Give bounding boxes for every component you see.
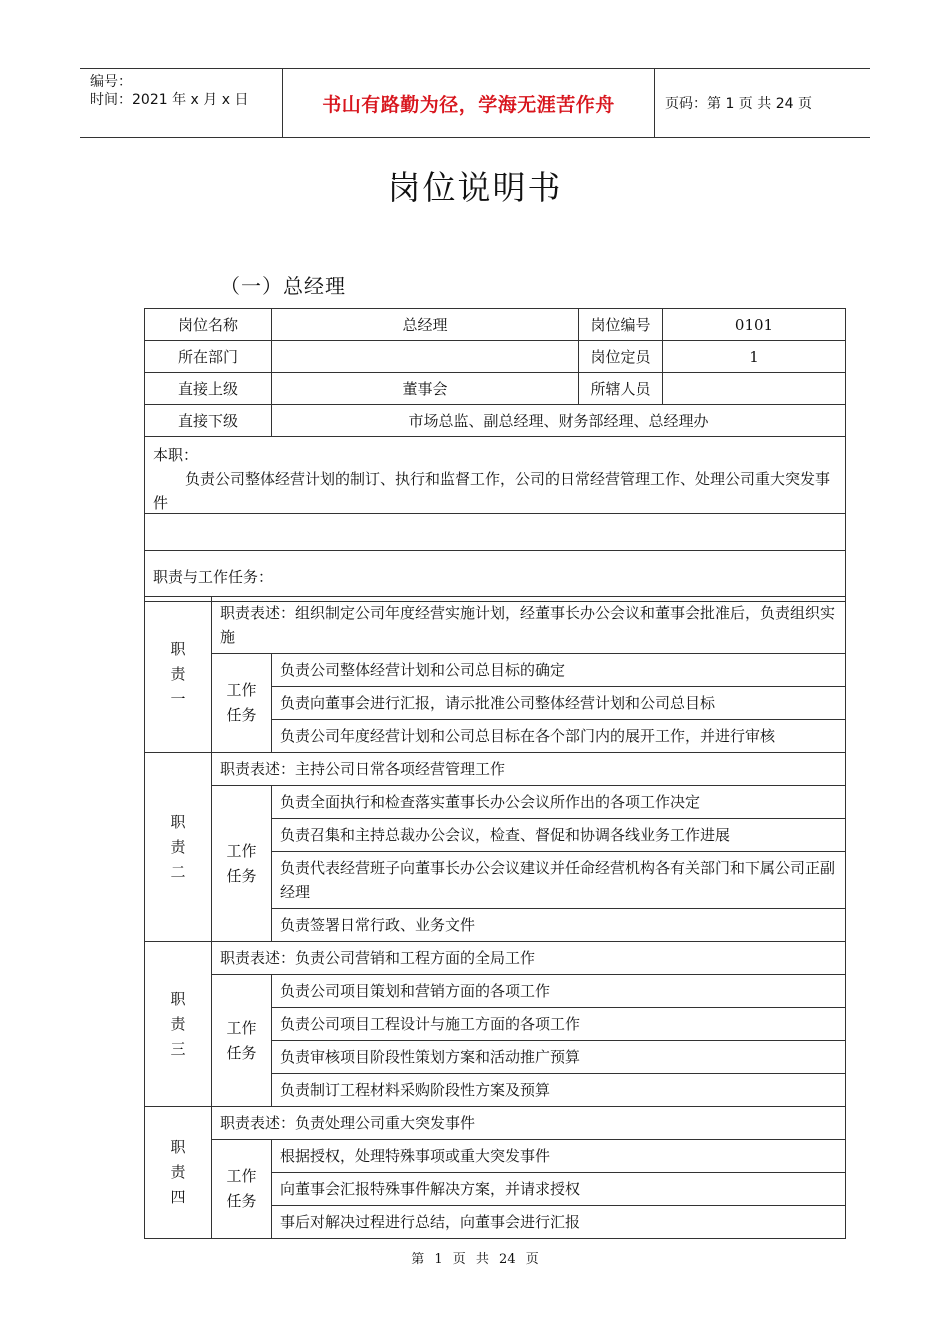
section-title: （一）总经理 [220,274,346,298]
duty-body [212,597,845,752]
task-item: 负责代表经营班子向董事长办公会议建议并任命经营机构各有关部门和下属公司正副经理 [272,852,845,909]
superior-value: 董事会 [272,373,579,404]
duties-label: 职责与工作任务： [153,567,274,586]
duty-name: 职责一 [170,640,186,708]
duty-name-cell [145,1107,212,1238]
task-item: 负责签署日常行政、业务文件 [280,916,476,934]
number-label: 编号： [90,74,132,90]
table-row [144,404,846,436]
task-list [272,1140,845,1238]
duty-block [144,752,846,941]
header-meta [80,69,283,137]
post-code-value: 0101 [734,315,774,334]
table-row [144,436,846,513]
task-list [272,654,845,752]
time-label: 时间：2021 年 x 月 x 日 [90,92,249,108]
duty-name-cell [145,597,212,752]
duty-name: 职责三 [170,989,186,1058]
task-item: 事后对解决过程进行总结，向董事会进行汇报 [280,1213,581,1231]
post-code-label: 岗位编号 [579,309,663,340]
task-item: 负责公司项目策划和营销方面的各项工作 [272,975,845,1008]
header-motto: 书山有路勤为径，学海无涯苦作舟 [283,69,655,137]
table-row [144,550,846,602]
table-row [144,372,846,404]
empty-row [144,513,846,550]
duties-section [144,596,846,1239]
subordinate-label: 直接下级 [145,405,272,436]
page-header [80,68,870,138]
document-title: 岗位说明书 [387,168,563,207]
task-item: 负责制订工程材料采购阶段性方案及预算 [280,1081,551,1099]
page-footer: 第 1 页 共 24 页 [411,1252,539,1267]
task-item: 负责召集和主持总裁办公会议，检查、督促和协调各线业务工作进展 [272,819,845,852]
duty-statement: 职责表述：负责公司营销和工程方面的全局工作 [212,942,845,975]
superior-label: 直接上级 [145,373,272,404]
mission-label: 本职： [153,446,199,464]
duty-block [144,1106,846,1239]
task-list [272,786,845,941]
task-item: 负责向董事会进行汇报，请示批准公司整体经营计划和公司总目标 [272,687,845,720]
duty-body [212,753,845,941]
mission-cell [145,437,845,513]
task-label-text: 工作任务 [226,1167,257,1210]
job-description-table [144,308,846,602]
duty-block [144,596,846,752]
duty-body [212,942,845,1106]
header-page-info: 页码：第 1 页 共 24 页 [665,96,812,112]
duty-tasks [212,975,845,1106]
task-item: 负责全面执行和检查落实董事长办公会议所作出的各项工作决定 [272,786,845,819]
task-label [212,786,272,941]
duty-statement: 职责表述：负责处理公司重大突发事件 [212,1107,845,1140]
dept-label: 所在部门 [145,341,272,372]
duty-statement: 职责表述：组织制定公司年度经营实施计划，经董事长办公会议和董事会批准后，负责组织实施 [212,597,845,654]
quota-value: 1 [749,347,759,366]
post-name-value: 总经理 [272,309,579,340]
task-label-text: 工作任务 [226,841,257,885]
duty-name-cell [145,753,212,941]
mission-text: 负责公司整体经营计划的制订、执行和监督工作，公司的日常经营管理工作、处理公司重大突发事件 [153,470,831,512]
duty-statement: 职责表述：主持公司日常各项经营管理工作 [212,753,845,786]
task-label [212,1140,272,1238]
staff-label: 所辖人员 [579,373,663,404]
duty-block [144,941,846,1106]
dept-value [272,341,579,372]
duty-tasks [212,654,845,752]
duty-tasks [212,786,845,941]
staff-value [663,373,845,404]
table-row [144,308,846,340]
task-label [212,975,272,1106]
task-label-text: 工作任务 [226,1018,257,1062]
task-list [272,975,845,1106]
duty-name-cell [145,942,212,1106]
task-item: 负责审核项目阶段性策划方案和活动推广预算 [272,1041,845,1074]
task-item: 负责公司项目工程设计与施工方面的各项工作 [272,1008,845,1041]
duty-name: 职责四 [170,1138,186,1206]
task-label-text: 工作任务 [226,681,257,724]
duty-body [212,1107,845,1238]
task-item: 根据授权，处理特殊事项或重大突发事件 [272,1140,845,1173]
task-item: 负责公司年度经营计划和公司总目标在各个部门内的展开工作，并进行审核 [280,727,776,745]
table-row [144,340,846,372]
post-name-label: 岗位名称 [145,309,272,340]
subordinate-value: 市场总监、副总经理、财务部经理、总经理办 [408,412,709,430]
task-item: 负责公司整体经营计划和公司总目标的确定 [272,654,845,687]
duty-name: 职责二 [170,812,186,881]
duty-tasks [212,1140,845,1238]
task-label [212,654,272,752]
task-item: 向董事会汇报特殊事件解决方案，并请求授权 [272,1173,845,1206]
quota-label: 岗位定员 [579,341,663,372]
